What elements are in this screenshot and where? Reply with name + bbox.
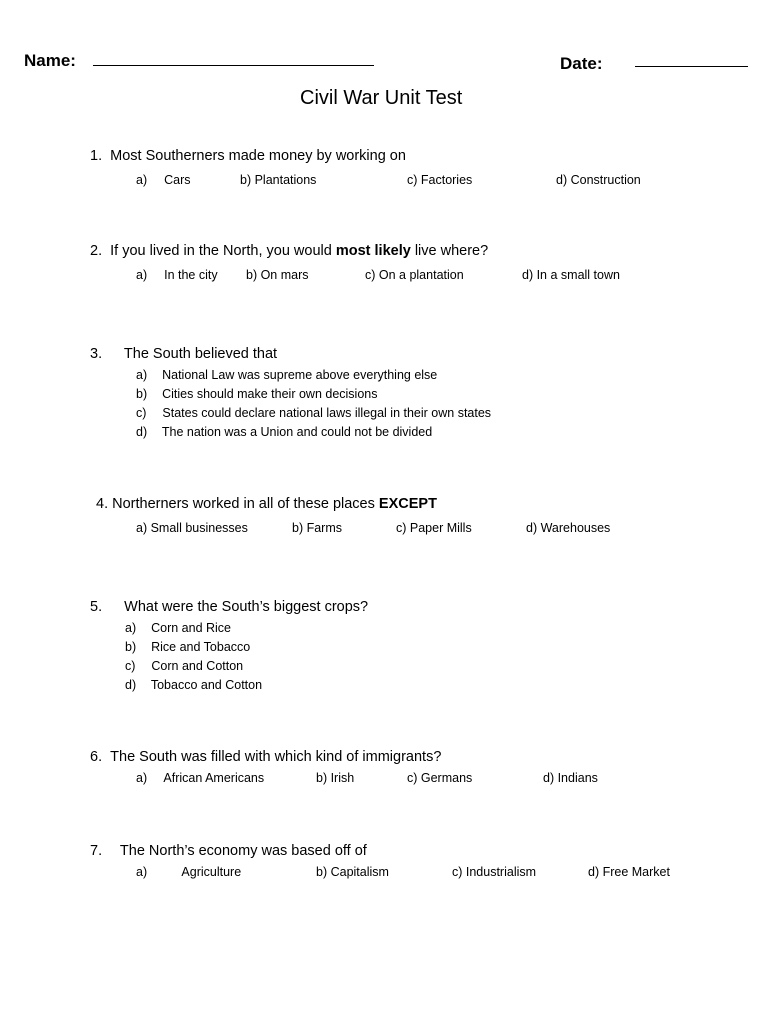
q4-option-a[interactable]: a) Small businesses (136, 521, 248, 535)
q2-option-a[interactable] (136, 268, 218, 282)
question-number: 6. (90, 749, 103, 765)
q5-option-d[interactable] (125, 678, 262, 692)
q3-option-c[interactable] (136, 406, 491, 420)
q2-option-b[interactable]: b) On mars (246, 268, 309, 282)
name-label: Name: (24, 51, 76, 70)
q2-option-c[interactable]: c) On a plantation (365, 268, 464, 282)
q1-option-c[interactable]: c) Factories (407, 173, 473, 187)
q1-option-b[interactable]: b) Plantations (240, 173, 317, 187)
option-text: The nation was a Union and could not be divided (161, 425, 433, 439)
q6-option-a[interactable] (136, 771, 264, 785)
question-7 (90, 843, 367, 859)
option-text: African Americans (163, 771, 265, 785)
q4-option-b[interactable]: b) Farms (292, 521, 342, 535)
name-blank-line[interactable] (93, 65, 374, 66)
question-5 (90, 599, 368, 615)
option-letter: d) (125, 678, 137, 692)
question-text: What were the South’s biggest crops? (124, 599, 369, 615)
option-letter: d) (136, 425, 148, 439)
q5-option-b[interactable] (125, 640, 250, 654)
option-letter: a) (136, 268, 148, 282)
option-letter: a) (125, 621, 137, 635)
question-number: 3. (90, 346, 103, 362)
question-3 (90, 346, 277, 362)
q7-option-b[interactable]: b) Capitalism (316, 865, 389, 879)
question-number: 1. (90, 148, 103, 164)
option-letter: b) (136, 387, 148, 401)
question-text: The South believed that (123, 346, 278, 362)
q2-option-d[interactable]: d) In a small town (522, 268, 620, 282)
option-text: National Law was supreme above everything else (162, 368, 438, 382)
option-letter: a) (136, 173, 148, 187)
q4-option-d[interactable]: d) Warehouses (526, 521, 611, 535)
option-text: States could declare national laws illegal in their own states (162, 406, 492, 420)
question-number: 4. (96, 496, 109, 512)
option-text: Cars (164, 173, 191, 187)
q7-option-a[interactable] (136, 865, 241, 879)
date-label: Date: (560, 54, 603, 73)
q3-option-a[interactable] (136, 368, 437, 382)
question-number: 2. (90, 243, 103, 259)
question-2 (90, 243, 488, 259)
option-text: Corn and Rice (151, 621, 231, 635)
option-letter: c) (125, 659, 136, 673)
option-letter: a) (136, 865, 148, 879)
q5-option-c[interactable] (125, 659, 243, 673)
q6-option-b[interactable]: b) Irish (316, 771, 355, 785)
q7-option-d[interactable]: d) Free Market (588, 865, 670, 879)
question-number: 5. (90, 599, 103, 615)
question-text: The North’s economy was based off of (119, 843, 367, 859)
option-letter: a) (136, 368, 148, 382)
question-6 (90, 749, 441, 765)
question-text: If you lived in the North, you would (110, 243, 336, 259)
question-number: 7. (90, 843, 103, 859)
q4-option-c[interactable]: c) Paper Mills (396, 521, 472, 535)
question-text-end: live where? (410, 243, 489, 259)
option-letter: a) (136, 771, 148, 785)
question-4 (96, 496, 437, 512)
question-text: The South was filled with which kind of immigrants? (110, 749, 442, 765)
q3-option-b[interactable] (136, 387, 377, 401)
q6-option-d[interactable]: d) Indians (543, 771, 598, 785)
option-text: Corn and Cotton (151, 659, 244, 673)
option-text: In the city (164, 268, 218, 282)
question-text-emphasis: most likely (335, 243, 411, 259)
date-blank-line[interactable] (635, 66, 748, 67)
option-text: Agriculture (181, 865, 242, 879)
q6-option-c[interactable]: c) Germans (407, 771, 473, 785)
option-text: Tobacco and Cotton (150, 678, 263, 692)
q1-option-a[interactable] (136, 173, 191, 187)
q1-option-d[interactable]: d) Construction (556, 173, 641, 187)
question-text-emphasis: EXCEPT (378, 496, 437, 512)
q5-option-a[interactable] (125, 621, 231, 635)
option-text: Cities should make their own decisions (162, 387, 378, 401)
page-title: Civil War Unit Test (300, 87, 463, 109)
option-letter: b) (125, 640, 137, 654)
question-text: Northerners worked in all of these places (112, 496, 379, 512)
q7-option-c[interactable]: c) Industrialism (452, 865, 537, 879)
question-1 (90, 148, 406, 164)
option-text: Rice and Tobacco (151, 640, 251, 654)
option-letter: c) (136, 406, 147, 420)
q3-option-d[interactable] (136, 425, 432, 439)
question-text: Most Southerners made money by working on (110, 148, 406, 164)
